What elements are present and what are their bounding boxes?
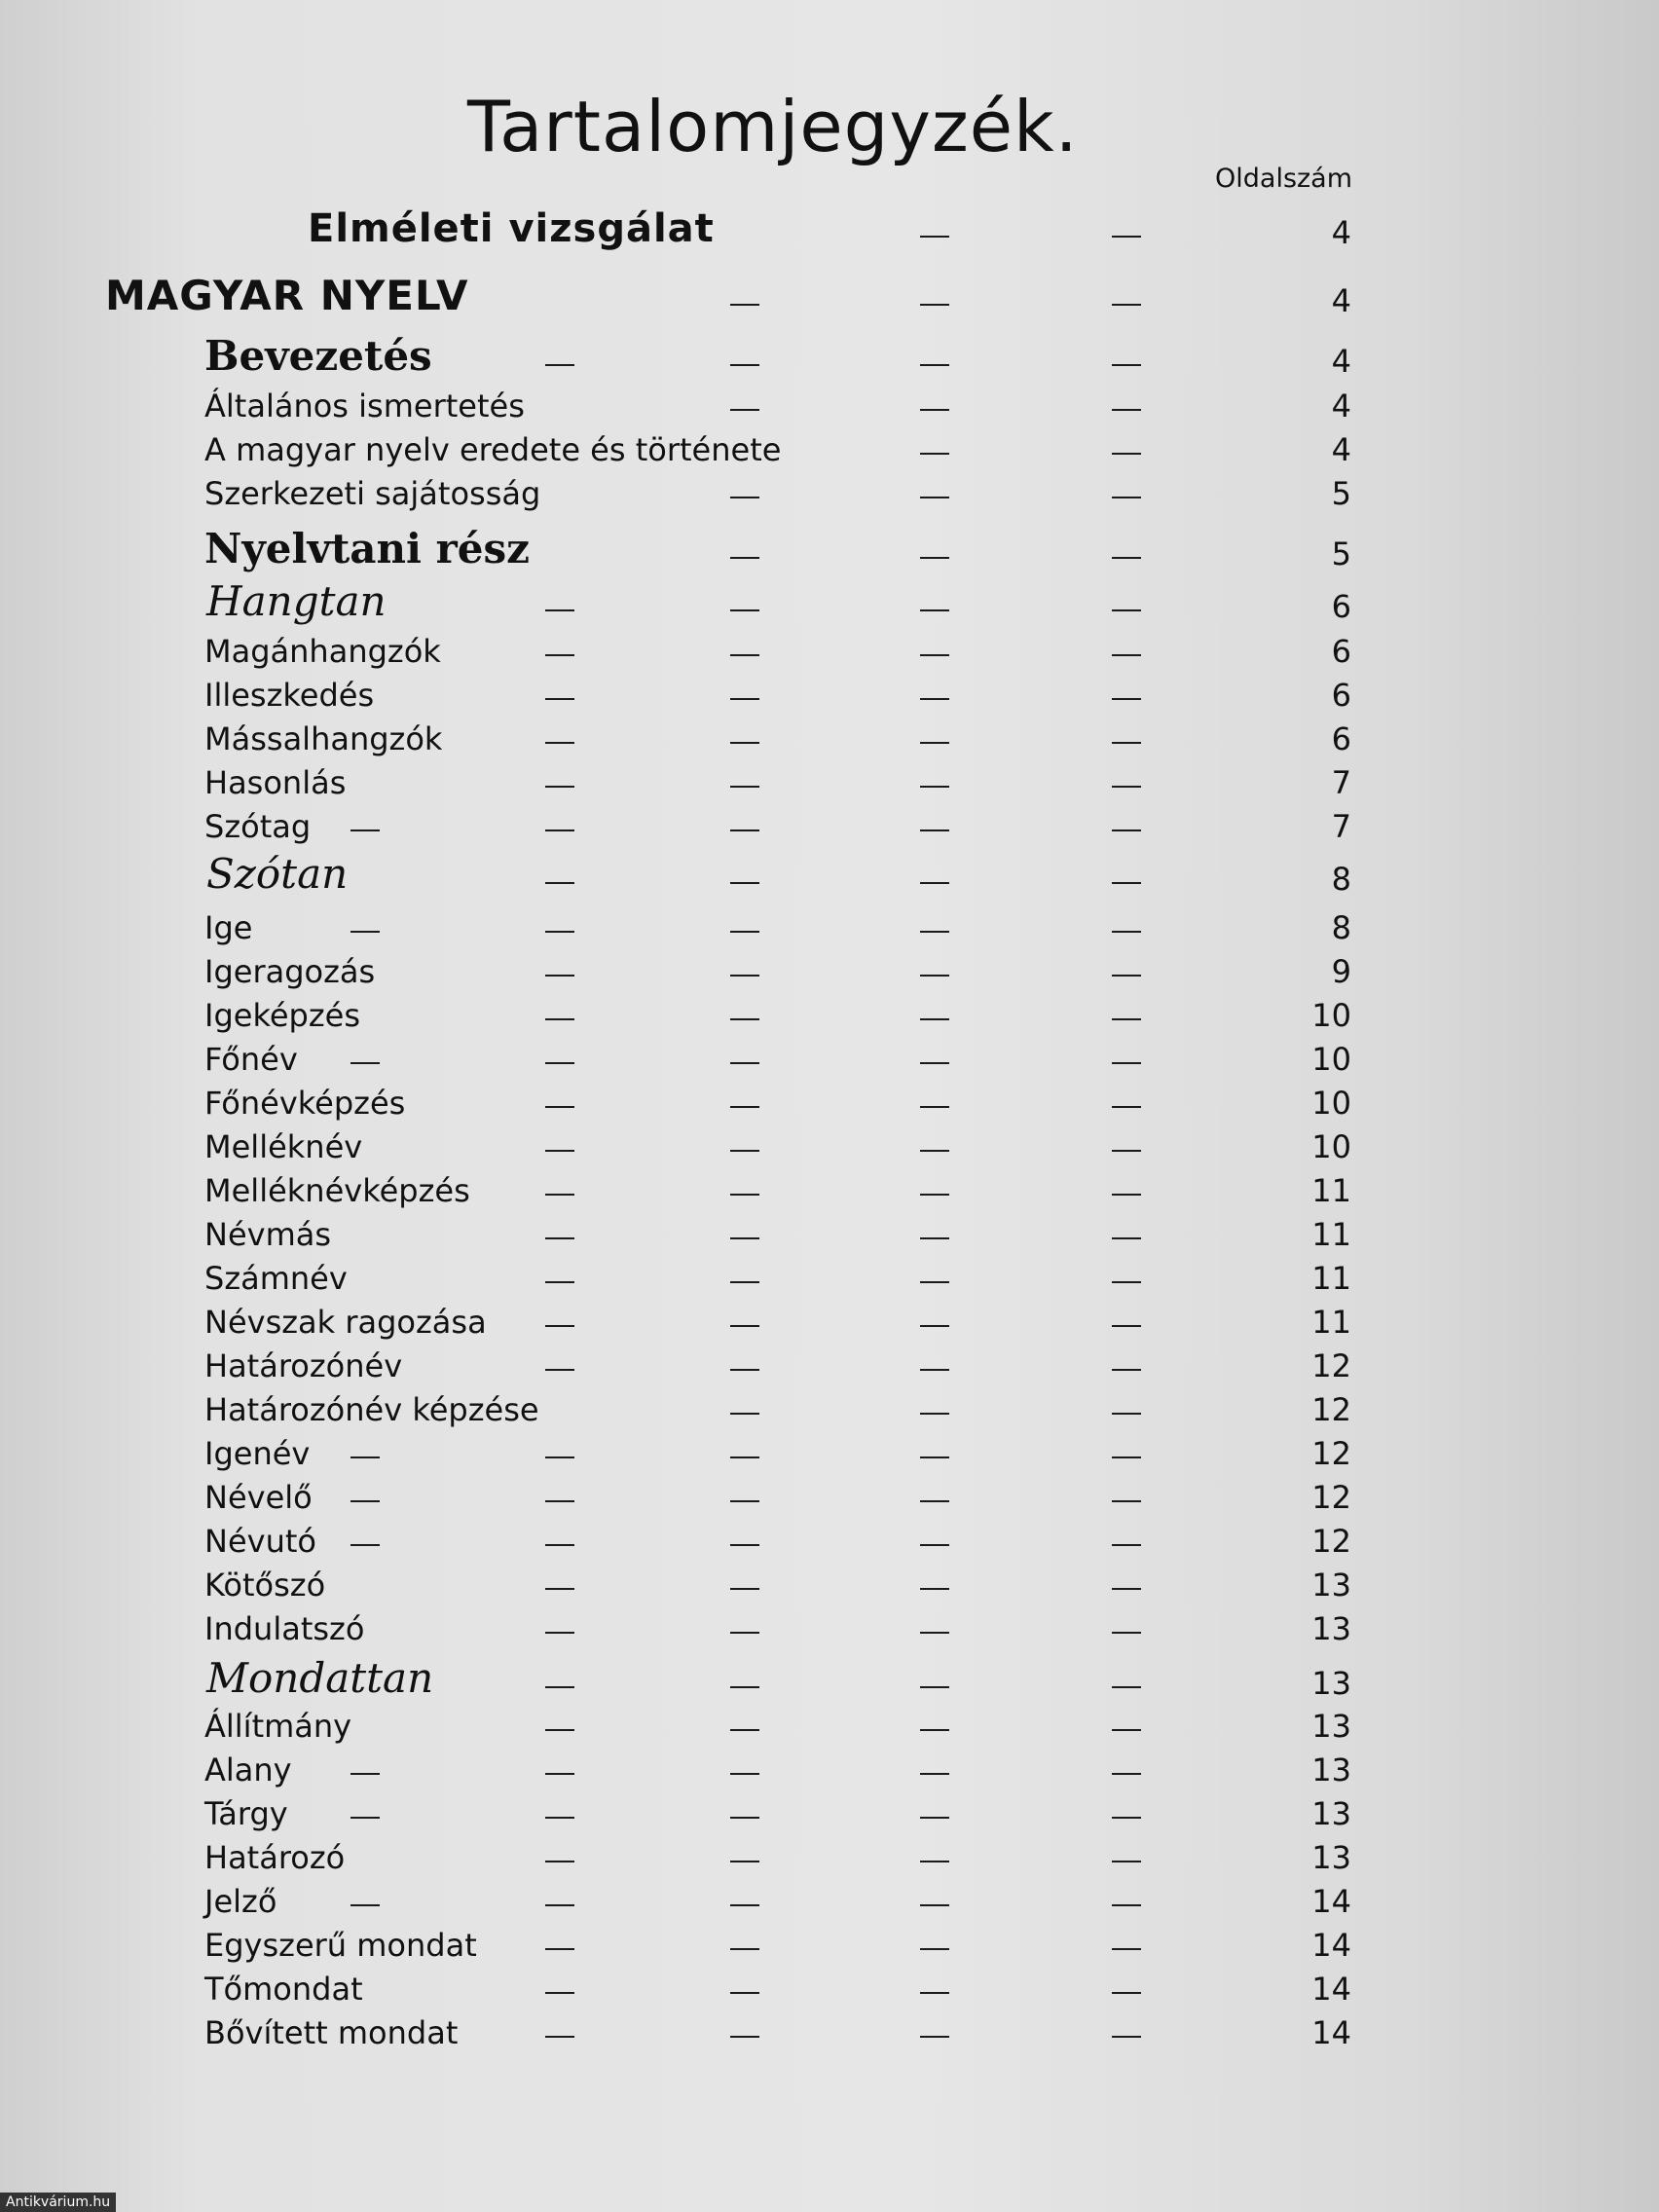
toc-entry-page-number: 5 [1331, 475, 1351, 512]
toc-entry [0, 1039, 1659, 1082]
leader-dash [545, 1686, 574, 1688]
toc-entry [0, 1389, 1659, 1432]
toc-entry-page-number: 10 [1311, 1128, 1351, 1165]
leader-dash [1112, 1106, 1141, 1108]
toc-entry-label: Igeragozás [204, 953, 376, 990]
toc-entry-label: Határozónév képzése [204, 1391, 539, 1428]
leader-dash [730, 409, 759, 411]
toc-entry-page-number: 13 [1311, 1567, 1351, 1604]
leader-dash [920, 1500, 949, 1502]
toc-entry [0, 631, 1659, 674]
toc-entry-label: Illeszkedés [204, 677, 375, 714]
toc-entry-label: Egyszerű mondat [204, 1927, 477, 1964]
toc-entry-label: Jelző [204, 1883, 277, 1920]
leader-dash [730, 654, 759, 656]
toc-entry [0, 332, 1659, 384]
leader-dash [545, 830, 574, 831]
leader-dash [1112, 1992, 1141, 1994]
toc-entry [0, 719, 1659, 761]
leader-dash [1112, 1817, 1141, 1819]
toc-entry [0, 1521, 1659, 1564]
toc-entry [0, 995, 1659, 1038]
toc-entry-label: Névszak ragozása [204, 1304, 487, 1341]
toc-entry-label: Ige [204, 909, 253, 946]
leader-dash [350, 1817, 380, 1819]
leader-dash [730, 1237, 759, 1239]
leader-dash [730, 830, 759, 831]
leader-dash [1112, 654, 1141, 656]
toc-entry-page-number: 8 [1331, 909, 1351, 946]
toc-entry [0, 1608, 1659, 1651]
toc-entry-page-number: 12 [1311, 1347, 1351, 1384]
leader-dash [730, 1500, 759, 1502]
toc-entry-label: Főnévképzés [204, 1085, 406, 1122]
leader-dash [920, 1106, 949, 1108]
toc-entry-page-number: 13 [1311, 1795, 1351, 1832]
leader-dash [1112, 1500, 1141, 1502]
toc-entry-page-number: 14 [1311, 2014, 1351, 2051]
leader-dash [545, 1062, 574, 1064]
leader-dash [545, 1773, 574, 1775]
leader-dash [730, 1150, 759, 1152]
leader-dash [350, 1062, 380, 1064]
leader-dash [920, 1413, 949, 1415]
toc-entry-page-number: 8 [1331, 861, 1351, 898]
leader-dash [1112, 1325, 1141, 1327]
leader-dash [350, 830, 380, 831]
toc-entry-label: Alany [204, 1751, 292, 1788]
toc-entry [0, 1925, 1659, 1968]
leader-dash [1112, 1544, 1141, 1546]
toc-entry-page-number: 14 [1311, 1883, 1351, 1920]
toc-entry-label: Szótag [204, 808, 312, 845]
toc-entry-page-number: 13 [1311, 1751, 1351, 1788]
leader-dash [350, 1456, 380, 1458]
leader-dash [730, 1817, 759, 1819]
leader-dash [920, 236, 949, 238]
leader-dash [1112, 1413, 1141, 1415]
toc-entry-page-number: 11 [1311, 1172, 1351, 1209]
leader-dash [730, 2036, 759, 2038]
leader-dash [920, 1729, 949, 1731]
toc-entry [0, 1969, 1659, 2011]
leader-dash [730, 1686, 759, 1688]
toc-entry-label: Tőmondat [204, 1971, 363, 2008]
leader-dash [730, 1992, 759, 1994]
leader-dash [545, 1632, 574, 1634]
leader-dash [1112, 304, 1141, 306]
toc-entry [0, 2012, 1659, 2055]
leader-dash [920, 1904, 949, 1906]
leader-dash [730, 786, 759, 788]
toc-entry-page-number: 4 [1331, 431, 1351, 468]
toc-entry-label: Névmás [204, 1216, 332, 1253]
toc-entry [0, 1302, 1659, 1345]
leader-dash [1112, 882, 1141, 884]
toc-entry-page-number: 4 [1331, 343, 1351, 380]
leader-dash [545, 364, 574, 366]
toc-entry [0, 1793, 1659, 1836]
leader-dash [730, 1413, 759, 1415]
leader-dash [545, 1456, 574, 1458]
leader-dash [920, 1456, 949, 1458]
leader-dash [545, 1281, 574, 1283]
toc-entry-label: Hasonlás [204, 764, 347, 801]
leader-dash [920, 1632, 949, 1634]
page-number-column-header: Oldalszám [1215, 164, 1353, 194]
leader-dash [920, 304, 949, 306]
leader-dash [920, 975, 949, 977]
leader-dash [545, 882, 574, 884]
leader-dash [545, 2036, 574, 2038]
toc-entry-label: Általános ismertetés [204, 387, 525, 424]
toc-entry-page-number: 11 [1311, 1304, 1351, 1341]
leader-dash [920, 1861, 949, 1862]
toc-entry [0, 1565, 1659, 1607]
leader-dash [350, 1500, 380, 1502]
leader-dash [920, 453, 949, 455]
toc-entry-page-number: 4 [1331, 214, 1351, 251]
toc-entry-page-number: 5 [1331, 535, 1351, 572]
leader-dash [920, 882, 949, 884]
toc-entry-label: Névutó [204, 1523, 316, 1560]
toc-entry-page-number: 7 [1331, 764, 1351, 801]
toc-entry-page-number: 13 [1311, 1665, 1351, 1702]
leader-dash [920, 1237, 949, 1239]
leader-dash [1112, 497, 1141, 498]
toc-entry-page-number: 4 [1331, 387, 1351, 424]
leader-dash [1112, 1588, 1141, 1590]
leader-dash [545, 1729, 574, 1731]
leader-dash [920, 1773, 949, 1775]
leader-dash [920, 1281, 949, 1283]
leader-dash [920, 1686, 949, 1688]
leader-dash [920, 1194, 949, 1196]
toc-entry-label: Mondattan [206, 1654, 434, 1702]
leader-dash [545, 742, 574, 744]
leader-dash [730, 1861, 759, 1862]
leader-dash [730, 1588, 759, 1590]
leader-dash [920, 609, 949, 611]
leader-dash [350, 1544, 380, 1546]
leader-dash [920, 1817, 949, 1819]
leader-dash [1112, 1150, 1141, 1152]
toc-entry-label: Magánhangzók [204, 633, 441, 670]
leader-dash [1112, 830, 1141, 831]
toc-entry-label: Igeképzés [204, 997, 360, 1034]
toc-entry [0, 1346, 1659, 1388]
leader-dash [545, 1544, 574, 1546]
leader-dash [920, 557, 949, 559]
leader-dash [1112, 742, 1141, 744]
leader-dash [730, 882, 759, 884]
leader-dash [1112, 1948, 1141, 1950]
leader-dash [1112, 453, 1141, 455]
leader-dash [730, 304, 759, 306]
toc-entry-label: Bevezetés [204, 332, 432, 380]
toc-entry-page-number: 14 [1311, 1927, 1351, 1964]
toc-entry-label: Bővített mondat [204, 2014, 459, 2051]
leader-dash [730, 1729, 759, 1731]
leader-dash [920, 654, 949, 656]
leader-dash [545, 1500, 574, 1502]
leader-dash [1112, 1237, 1141, 1239]
leader-dash [1112, 698, 1141, 700]
toc-entry-label: Szótan [206, 850, 349, 898]
leader-dash [1112, 2036, 1141, 2038]
leader-dash [1112, 557, 1141, 559]
toc-entry [0, 951, 1659, 994]
leader-dash [920, 2036, 949, 2038]
leader-dash [545, 1588, 574, 1590]
toc-entry-page-number: 6 [1331, 720, 1351, 757]
leader-dash [545, 1904, 574, 1906]
toc-entry [0, 675, 1659, 718]
toc-entry-page-number: 13 [1311, 1610, 1351, 1647]
toc-entry-label: Főnév [204, 1041, 298, 1078]
leader-dash [545, 609, 574, 611]
leader-dash [920, 364, 949, 366]
leader-dash [920, 409, 949, 411]
toc-entry [0, 1477, 1659, 1520]
leader-dash [920, 1588, 949, 1590]
toc-entry [0, 206, 1659, 255]
toc-entry-label: Nyelvtani rész [204, 525, 530, 572]
leader-dash [730, 1948, 759, 1950]
leader-dash [920, 786, 949, 788]
leader-dash [920, 1062, 949, 1064]
watermark: Antikvárium.hu [0, 2193, 116, 2212]
leader-dash [545, 1150, 574, 1152]
toc-entry [0, 1433, 1659, 1476]
leader-dash [920, 1150, 949, 1152]
leader-dash [545, 1948, 574, 1950]
toc-entry-page-number: 14 [1311, 1971, 1351, 2008]
leader-dash [730, 931, 759, 933]
toc-entry [0, 1258, 1659, 1301]
leader-dash [920, 1369, 949, 1371]
leader-dash [1112, 1018, 1141, 1020]
toc-entry-page-number: 10 [1311, 997, 1351, 1034]
leader-dash [350, 931, 380, 933]
leader-dash [730, 557, 759, 559]
leader-dash [1112, 609, 1141, 611]
leader-dash [1112, 1632, 1141, 1634]
leader-dash [1112, 1729, 1141, 1731]
leader-dash [920, 1948, 949, 1950]
leader-dash [350, 1904, 380, 1906]
toc-entry [0, 577, 1659, 629]
leader-dash [920, 742, 949, 744]
toc-entry-page-number: 12 [1311, 1523, 1351, 1560]
toc-entry [0, 1837, 1659, 1880]
toc-entry-label: Állítmány [204, 1708, 352, 1745]
leader-dash [920, 698, 949, 700]
toc-entry-label: Szerkezeti sajátosság [204, 475, 541, 512]
toc-entry [0, 1706, 1659, 1749]
leader-dash [730, 1281, 759, 1283]
leader-dash [730, 1325, 759, 1327]
leader-dash [1112, 364, 1141, 366]
leader-dash [730, 742, 759, 744]
leader-dash [730, 1062, 759, 1064]
toc-entry-page-number: 12 [1311, 1391, 1351, 1428]
toc-entry-label: Számnév [204, 1260, 348, 1297]
toc-entry-page-number: 6 [1331, 677, 1351, 714]
toc-entry [0, 525, 1659, 576]
toc-entry [0, 907, 1659, 950]
leader-dash [545, 1817, 574, 1819]
toc-entry [0, 1881, 1659, 1924]
toc-entry-label: Tárgy [204, 1795, 288, 1832]
leader-dash [920, 497, 949, 498]
leader-dash [730, 1018, 759, 1020]
leader-dash [545, 975, 574, 977]
leader-dash [1112, 1194, 1141, 1196]
toc-entry-page-number: 13 [1311, 1839, 1351, 1876]
leader-dash [730, 1544, 759, 1546]
toc-entry-page-number: 9 [1331, 953, 1351, 990]
leader-dash [730, 497, 759, 498]
leader-dash [1112, 786, 1141, 788]
leader-dash [545, 1106, 574, 1108]
toc-entry-label: Mássalhangzók [204, 720, 443, 757]
toc-entry [0, 1083, 1659, 1125]
leader-dash [545, 1369, 574, 1371]
leader-dash [1112, 1281, 1141, 1283]
page-title: Tartalomjegyzék. [467, 86, 1079, 167]
leader-dash [545, 698, 574, 700]
leader-dash [545, 931, 574, 933]
leader-dash [920, 1544, 949, 1546]
toc-entry [0, 429, 1659, 472]
leader-dash [350, 1773, 380, 1775]
leader-dash [730, 1632, 759, 1634]
leader-dash [730, 1904, 759, 1906]
toc-entry-page-number: 6 [1331, 633, 1351, 670]
leader-dash [920, 1325, 949, 1327]
leader-dash [1112, 1861, 1141, 1862]
toc-entry [0, 762, 1659, 805]
leader-dash [920, 1992, 949, 1994]
leader-dash [730, 1456, 759, 1458]
leader-dash [1112, 236, 1141, 238]
toc-entry [0, 1126, 1659, 1169]
toc-entry-label: A magyar nyelv eredete és története [204, 431, 782, 468]
toc-entry-page-number: 10 [1311, 1041, 1351, 1078]
toc-entry-page-number: 13 [1311, 1708, 1351, 1745]
toc-entry [0, 806, 1659, 849]
toc-entry-page-number: 12 [1311, 1479, 1351, 1516]
toc-entry-page-number: 10 [1311, 1085, 1351, 1122]
toc-entry [0, 1170, 1659, 1213]
toc-entry-label: Határozó [204, 1839, 346, 1876]
toc-entry-page-number: 4 [1331, 282, 1351, 319]
toc-entry-label: Melléknévképzés [204, 1172, 470, 1209]
toc-entry-label: Kötőszó [204, 1567, 326, 1604]
leader-dash [545, 654, 574, 656]
leader-dash [1112, 1062, 1141, 1064]
leader-dash [1112, 1904, 1141, 1906]
toc-entry [0, 1654, 1659, 1706]
toc-entry-label: Melléknév [204, 1128, 363, 1165]
toc-entry-page-number: 7 [1331, 808, 1351, 845]
toc-entry-label: Elméleti vizsgálat [308, 206, 715, 251]
toc-entry-page-number: 11 [1311, 1260, 1351, 1297]
toc-entry-label: Indulatszó [204, 1610, 365, 1647]
leader-dash [1112, 931, 1141, 933]
leader-dash [545, 1194, 574, 1196]
toc-entry [0, 1750, 1659, 1792]
leader-dash [1112, 1773, 1141, 1775]
toc-entry [0, 473, 1659, 516]
toc-entry [0, 272, 1659, 323]
leader-dash [545, 786, 574, 788]
leader-dash [545, 1992, 574, 1994]
toc-entry-label: Névelő [204, 1479, 313, 1516]
toc-entry-label: Igenév [204, 1435, 311, 1472]
toc-entry [0, 850, 1659, 902]
leader-dash [920, 1018, 949, 1020]
leader-dash [730, 1369, 759, 1371]
toc-entry-label: Határozónév [204, 1347, 403, 1384]
leader-dash [545, 1018, 574, 1020]
leader-dash [730, 1773, 759, 1775]
leader-dash [545, 1861, 574, 1862]
toc-entry-label: Hangtan [206, 577, 387, 625]
leader-dash [545, 1325, 574, 1327]
leader-dash [1112, 975, 1141, 977]
leader-dash [730, 1194, 759, 1196]
leader-dash [730, 698, 759, 700]
leader-dash [1112, 1369, 1141, 1371]
leader-dash [545, 1237, 574, 1239]
toc-entry-page-number: 6 [1331, 588, 1351, 625]
toc-entry-page-number: 11 [1311, 1216, 1351, 1253]
leader-dash [730, 609, 759, 611]
toc-entry-label: MAGYAR NYELV [105, 272, 469, 319]
leader-dash [920, 830, 949, 831]
leader-dash [1112, 1686, 1141, 1688]
leader-dash [730, 364, 759, 366]
leader-dash [920, 931, 949, 933]
leader-dash [730, 1106, 759, 1108]
toc-entry [0, 1214, 1659, 1257]
leader-dash [1112, 409, 1141, 411]
leader-dash [730, 975, 759, 977]
leader-dash [1112, 1456, 1141, 1458]
toc-entry-page-number: 12 [1311, 1435, 1351, 1472]
toc-entry [0, 386, 1659, 428]
